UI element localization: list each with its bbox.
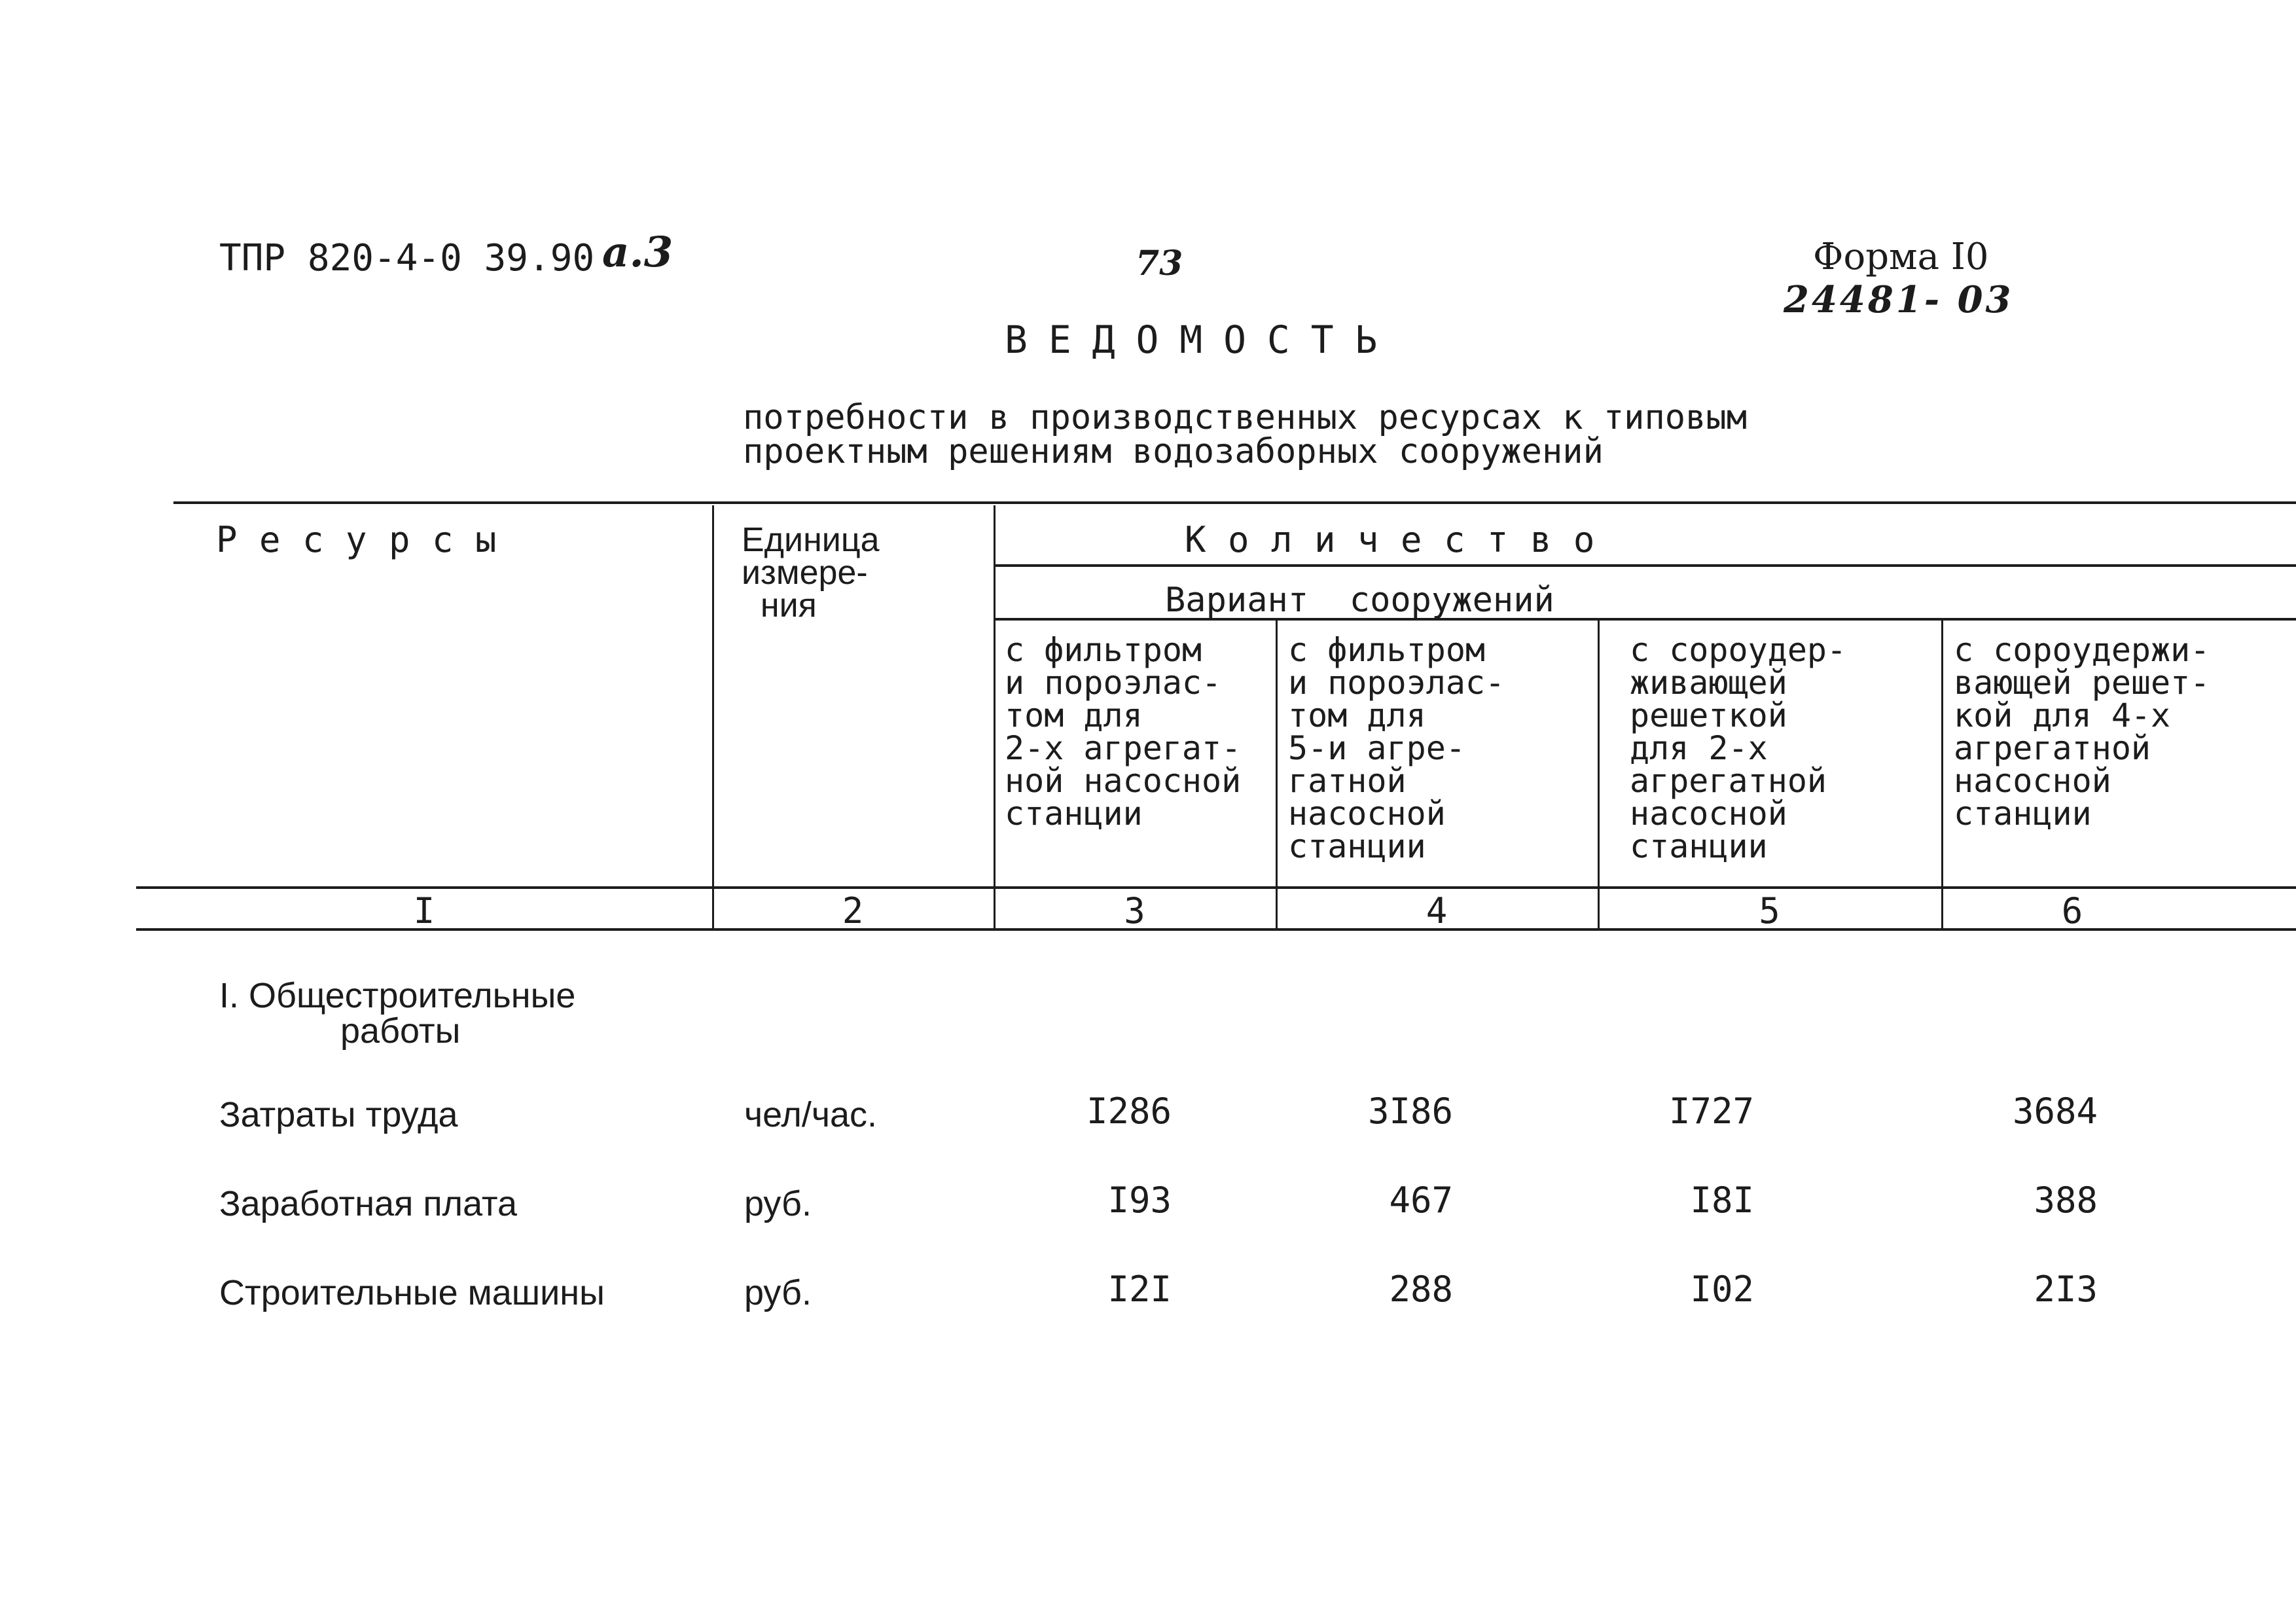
row-resource: Строительные машины [219, 1273, 605, 1312]
subtitle-line-1: потребности в производственных ресурсах к типовым [743, 398, 1748, 437]
row-value-6: 388 [2034, 1180, 2098, 1221]
header-variant-4: с фильтром и пороэлас- том для 5-и агре- гатной насосной станции [1288, 631, 1505, 865]
quantity-rule [994, 564, 2296, 567]
row-value-4: 467 [1389, 1180, 1453, 1221]
row-value-4: 3I86 [1367, 1091, 1453, 1132]
row-value-5: I8I [1690, 1180, 1754, 1221]
row-resource: Заработная плата [219, 1184, 518, 1223]
header-quantity: Количество [1185, 519, 1617, 560]
subtitle-line-2: проектным решениям водозаборных сооружений [743, 432, 1604, 471]
header-bottom-rule [136, 886, 2296, 889]
column-divider-5 [1941, 621, 1943, 929]
header-variant-6: с сороудержи- вающей решет- кой для 4-х агрегатной насосной станции [1954, 631, 2210, 833]
column-number-3: 3 [1124, 890, 1145, 931]
column-number-2: 2 [842, 890, 864, 931]
row-value-5: I727 [1668, 1091, 1754, 1132]
table-top-rule [173, 501, 2296, 504]
document-title: ВЕДОМОСТЬ [1005, 317, 1399, 362]
row-unit: руб. [744, 1273, 812, 1312]
album-mark: а.3 [602, 228, 673, 277]
row-value-3: I286 [1086, 1091, 1172, 1132]
column-divider-3 [1276, 621, 1278, 929]
header-variant-5: с сороудер- живающей решеткой для 2-х агрегатной насосной станции [1630, 631, 1847, 865]
row-unit: чел/час. [744, 1095, 878, 1134]
document-code: ТПР 820-4-0 39.90 [219, 237, 595, 280]
row-unit: руб. [744, 1184, 812, 1223]
column-divider-4 [1598, 621, 1600, 929]
section-title-line-1: I. Общестроительные [219, 976, 576, 1015]
column-number-4: 4 [1426, 890, 1448, 931]
row-value-3: I2I [1107, 1269, 1172, 1310]
column-divider-2 [994, 505, 996, 929]
column-number-6: 6 [2061, 890, 2083, 931]
row-resource: Затраты труда [219, 1095, 458, 1134]
header-variant-3: с фильтром и пороэлас- том для 2-х агрегат- ной насосной станции [1005, 631, 1242, 833]
form-label: Форма I0 [1813, 236, 1989, 278]
column-number-1: I [413, 890, 435, 931]
column-number-5: 5 [1759, 890, 1780, 931]
header-variant: Вариант сооружений [1165, 581, 1554, 620]
registration-number: 24481- 03 [1784, 278, 2014, 321]
column-divider-1 [712, 505, 714, 929]
row-value-3: I93 [1107, 1180, 1172, 1221]
header-unit: Единица измере- ния [742, 521, 880, 624]
row-value-6: 2I3 [2034, 1269, 2098, 1310]
page-number: 73 [1136, 244, 1183, 283]
row-value-6: 3684 [2012, 1091, 2098, 1132]
row-value-5: I02 [1690, 1269, 1754, 1310]
row-value-4: 288 [1389, 1269, 1453, 1310]
section-title-line-2: работы [340, 1011, 461, 1051]
header-resources: Ресурсы [216, 519, 518, 560]
